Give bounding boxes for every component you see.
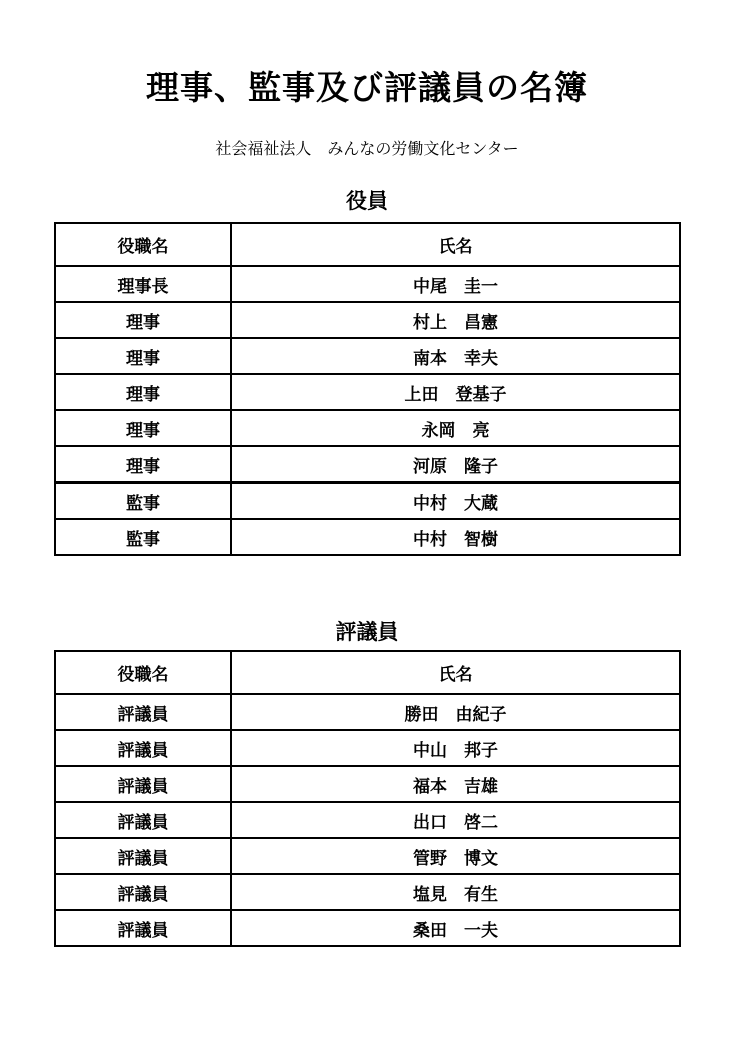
family-name: 村上: [413, 312, 447, 333]
family-name: 中山: [413, 740, 447, 761]
role-cell: 評議員: [55, 874, 231, 910]
given-name: 亮: [472, 420, 490, 441]
family-name: 永岡: [421, 420, 456, 441]
councilors-section-title: 評議員: [335, 620, 399, 644]
family-name: 中尾: [413, 276, 447, 297]
family-name: 福本: [413, 776, 447, 797]
name-cell: [231, 838, 680, 874]
given-name: 大蔵: [464, 493, 498, 514]
given-name: 智樹: [464, 529, 498, 550]
table-row: [55, 766, 680, 802]
page-title: 理事、監事及び評議員の名簿: [146, 68, 588, 107]
given-name: 圭一: [464, 276, 498, 297]
table-row: [55, 338, 680, 374]
name-cell: [231, 766, 680, 802]
officers-section-title: 役員: [346, 189, 388, 213]
given-name: 有生: [464, 884, 498, 905]
family-name: 塩見: [413, 884, 447, 905]
role-cell: 監事: [55, 519, 231, 555]
table-row: [55, 838, 680, 874]
table-row: [55, 910, 680, 946]
family-name: 桑田: [413, 920, 447, 941]
name-cell: [231, 266, 680, 302]
name-cell: [231, 910, 680, 946]
table-row: [55, 302, 680, 338]
role-cell: 理事: [55, 302, 231, 338]
name-cell: [231, 694, 680, 730]
councilors-table: [54, 650, 681, 947]
role-column-header: 役職名: [55, 651, 231, 694]
family-name: 中村: [413, 529, 447, 550]
role-cell: 理事: [55, 374, 231, 410]
table-row: [55, 874, 680, 910]
role-cell: 監事: [55, 483, 231, 520]
role-cell: 評議員: [55, 766, 231, 802]
role-cell: 理事: [55, 410, 231, 446]
councilors-header-row: [55, 651, 680, 694]
organization-name: 社会福祉法人 みんなの労働文化センター: [215, 139, 519, 158]
given-name: 啓二: [464, 812, 498, 833]
table-row: [55, 446, 680, 483]
name-cell: [231, 302, 680, 338]
given-name: 幸夫: [464, 348, 498, 369]
family-name: 上田: [404, 384, 439, 405]
role-cell: 評議員: [55, 838, 231, 874]
role-cell: 評議員: [55, 730, 231, 766]
given-name: 一夫: [464, 920, 498, 941]
table-row: [55, 730, 680, 766]
role-column-header: 役職名: [55, 223, 231, 266]
name-cell: [231, 410, 680, 446]
table-row: [55, 802, 680, 838]
name-cell: [231, 730, 680, 766]
family-name: 河原: [413, 456, 447, 477]
given-name: 吉雄: [464, 776, 498, 797]
role-cell: 理事: [55, 446, 231, 483]
table-row: [55, 483, 680, 520]
role-cell: 理事長: [55, 266, 231, 302]
given-name: 邦子: [464, 740, 498, 761]
name-cell: [231, 874, 680, 910]
name-cell: [231, 519, 680, 555]
name-cell: [231, 338, 680, 374]
table-row: [55, 694, 680, 730]
family-name: 中村: [413, 493, 447, 514]
family-name: 出口: [413, 812, 447, 833]
given-name: 博文: [464, 848, 498, 869]
name-cell: [231, 483, 680, 520]
given-name: 由紀子: [455, 704, 507, 725]
name-cell: [231, 446, 680, 483]
table-row: [55, 519, 680, 555]
officers-header-row: [55, 223, 680, 266]
given-name: 隆子: [464, 456, 498, 477]
table-row: [55, 374, 680, 410]
table-row: [55, 410, 680, 446]
role-cell: 評議員: [55, 802, 231, 838]
family-name: 勝田: [404, 704, 439, 725]
family-name: 南本: [413, 348, 447, 369]
role-cell: 理事: [55, 338, 231, 374]
table-row: [55, 266, 680, 302]
role-cell: 評議員: [55, 694, 231, 730]
name-column-header: 氏名: [231, 651, 680, 694]
name-column-header: 氏名: [231, 223, 680, 266]
name-cell: [231, 802, 680, 838]
role-cell: 評議員: [55, 910, 231, 946]
family-name: 管野: [413, 848, 447, 869]
given-name: 登基子: [455, 384, 507, 405]
given-name: 昌憲: [464, 312, 498, 333]
officers-table: [54, 222, 681, 556]
name-cell: [231, 374, 680, 410]
